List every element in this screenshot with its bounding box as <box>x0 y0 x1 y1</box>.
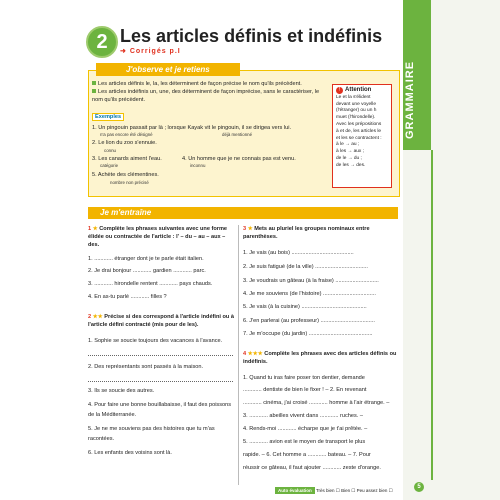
attention-line: à et de, les articles le <box>336 128 382 134</box>
attention-header <box>336 87 388 95</box>
example-1-note-a: n'a pas encore été désigné <box>100 132 153 137</box>
exercise-1-instructions: Complète les phrases suivantes avec une forme élidée ou contractée de l'article : l' – du – au – aux – des. <box>88 226 228 248</box>
exercise-2-item: 2. Des représentants sont passés à la maison. <box>88 364 204 370</box>
warning-icon: ! <box>336 87 343 94</box>
column-divider <box>238 225 239 485</box>
bullet-icon <box>92 81 96 85</box>
corriges-link[interactable]: ➜ Corrigés p.I <box>120 48 181 55</box>
exercise-3-item[interactable]: 6. J'en parlerai (au professeur) ................................... <box>243 318 375 324</box>
example-2: 2. Le lion du zoo s'ennuie. <box>92 140 157 146</box>
exercise-4-instructions: Complète les phrases avec des articles définis ou indéfinis. <box>243 351 397 365</box>
example-1: 1. Un pingouin passait par là ; lorsque Kayak vit le pingouin, il se dirigea vers lui. <box>92 125 291 131</box>
difficulty-star-icon: ★ <box>247 226 253 232</box>
exercise-4-line[interactable]: ............ dentiste de bien le fixer ! – 2. En revenant <box>243 387 367 393</box>
attention-line: (l'étranger) ou un h <box>336 108 377 114</box>
example-3-note: catégorie <box>100 163 119 168</box>
attention-line: Avec les prépositions <box>336 121 382 127</box>
exercise-4-line[interactable]: 5. ............ avion est le moyen de transport le plus <box>243 439 366 445</box>
attention-line: de le → du ; <box>336 155 362 161</box>
difficulty-star-icon: ★★★ <box>247 351 263 357</box>
exercise-2-heading <box>88 313 236 329</box>
exercise-2-item: 1. Sophie se soucie toujours des vacances à l'avance. <box>88 338 223 344</box>
intro-line-2 <box>92 88 330 104</box>
answer-line[interactable] <box>88 376 233 384</box>
exercise-4-number: 4 <box>243 351 247 357</box>
example-5: 5. Achète des clémentines. <box>92 172 159 178</box>
option-peu[interactable]: Peu assez bien <box>356 488 388 493</box>
observe-title: J'observe et je retiens <box>96 63 240 76</box>
example-1-note-b: déjà mentionné <box>222 132 253 137</box>
attention-line: muet (l'hirondelle). <box>336 115 376 121</box>
answer-line[interactable] <box>88 350 233 358</box>
attention-line: devant une voyelle <box>336 101 377 107</box>
attention-line: de les → des. <box>336 162 366 168</box>
exercise-4-line[interactable]: 4. Rends-moi ............ écharpe que je t'ai prêtée. – <box>243 426 368 432</box>
attention-title: Attention <box>345 87 372 93</box>
option-tres-bien[interactable]: Très bien <box>315 488 335 493</box>
exercise-3-item[interactable]: 3. Je voudrais un gâteau (à la fraise) ............................ <box>243 278 379 284</box>
observe-intro <box>92 80 330 104</box>
exercise-2-item: 4. Pour faire une bonne bouillabaisse, il faut des poissons de la Méditerranée. <box>88 402 232 418</box>
attention-line: à les → aux ; <box>336 149 364 155</box>
exercise-1-number: 1 <box>88 226 92 232</box>
exercise-2-item: 3. Ils se soucie des autres. <box>88 388 155 394</box>
exemples-label: Exemples <box>92 113 124 121</box>
page-number: 5 <box>414 482 424 492</box>
exercise-1-heading <box>88 225 236 249</box>
difficulty-star-icon: ★★ <box>92 314 103 320</box>
example-2-note: connu <box>104 148 116 153</box>
exercise-3-item[interactable]: 1. Je vais (au bois) ........................................ <box>243 250 354 256</box>
attention-box <box>332 84 392 188</box>
exercise-2-number: 2 <box>88 314 92 320</box>
attention-line: Le et la s'élident <box>336 94 371 100</box>
attention-line: à le → au ; <box>336 142 360 148</box>
example-3: 3. Les canards aiment l'eau. <box>92 156 162 162</box>
intro-text-1: Les articles définis le, la, les déterminent de façon précise le nom qu'ils précèdent. <box>98 81 302 87</box>
exercise-2-item: 5. Je ne me souviens pas des histoires que tu m'as racontées. <box>88 426 215 442</box>
corriges-text: Corrigés p.I <box>129 48 181 55</box>
exercise-1-item[interactable]: 4. En as-tu parlé ............ filles ? <box>88 294 167 300</box>
auto-evaluation-badge: Auto évaluation <box>275 487 315 494</box>
grammaire-label: GRAMMAIRE <box>404 60 416 140</box>
intro-text-2: Les articles indéfinis un, une, des déterminent de façon imprécise, sans le caractériser, le nom qu'ils précèdent. <box>92 89 320 103</box>
bullet-icon <box>92 89 96 93</box>
option-bien[interactable]: Bien <box>341 488 351 493</box>
exercise-3-item[interactable]: 4. Je me souviens (de l'histoire) .................................. <box>243 291 376 297</box>
exercise-3-number: 3 <box>243 226 247 232</box>
auto-evaluation: Auto évaluation Très bien ☐ Bien ☐ Peu assez bien ☐ <box>275 487 393 494</box>
lesson-number: 2 <box>86 26 118 58</box>
page-title: Les articles définis et indéfinis <box>120 26 383 46</box>
exercise-1-item[interactable]: 3. ............ hirondelle rentent ............ pays chauds. <box>88 281 213 287</box>
exercise-4-line: 1. Quand tu iras faire poser ton dentier, demande <box>243 375 365 381</box>
exercise-2-instructions: Précise si des correspond à l'article indéfini ou à l'article défini contracté (mis pour de les). <box>88 314 235 328</box>
exercise-3-instructions: Mets au pluriel les groupes nominaux entre parenthèses. <box>243 226 370 240</box>
attention-line: et les se contractent : <box>336 135 382 141</box>
exercise-3-item[interactable]: 2. Je suis fatigué (de la ville) .................................. <box>243 264 368 270</box>
exercise-4-line[interactable]: réussir ce gâteau, il faut ajouter ............ zeste d'orange. <box>243 465 381 471</box>
entraine-title: Je m'entraîne <box>100 208 152 217</box>
exercise-3-item[interactable]: 7. Je m'occupe (du jardin) ......................................... <box>243 331 373 337</box>
difficulty-star-icon: ★ <box>92 226 98 232</box>
intro-line-1 <box>92 80 330 88</box>
exercise-4-line[interactable]: 3. ............ abeilles vivent dans ............ ruches. – <box>243 413 364 419</box>
exercise-4-line[interactable]: ............ cinéma, j'ai croisé ............ homme à l'air étrange. – <box>243 400 390 406</box>
exercise-1-item[interactable]: 1. ............ étranger dont je te parle était italien. <box>88 256 204 262</box>
exercise-4-line[interactable]: rapide. – 6. Cet homme a ............ bateau. – 7. Pour <box>243 452 371 458</box>
exercise-1-item[interactable]: 2. Je drai bonjour ............ gardien ............ parc. <box>88 268 206 274</box>
exercise-3-item[interactable]: 5. Je vais (à la cuisine) .......................................... <box>243 304 367 310</box>
example-4: 4. Un homme que je ne connais pas est venu. <box>182 156 296 162</box>
exercise-4-heading <box>243 350 398 366</box>
exercise-3-heading <box>243 225 398 241</box>
exercise-2-item: 6. Les enfants des voisins sont là. <box>88 450 172 456</box>
example-5-note: nombre non précisé <box>110 180 149 185</box>
sidebar-line <box>431 150 433 480</box>
example-4-note: inconnu <box>190 163 206 168</box>
